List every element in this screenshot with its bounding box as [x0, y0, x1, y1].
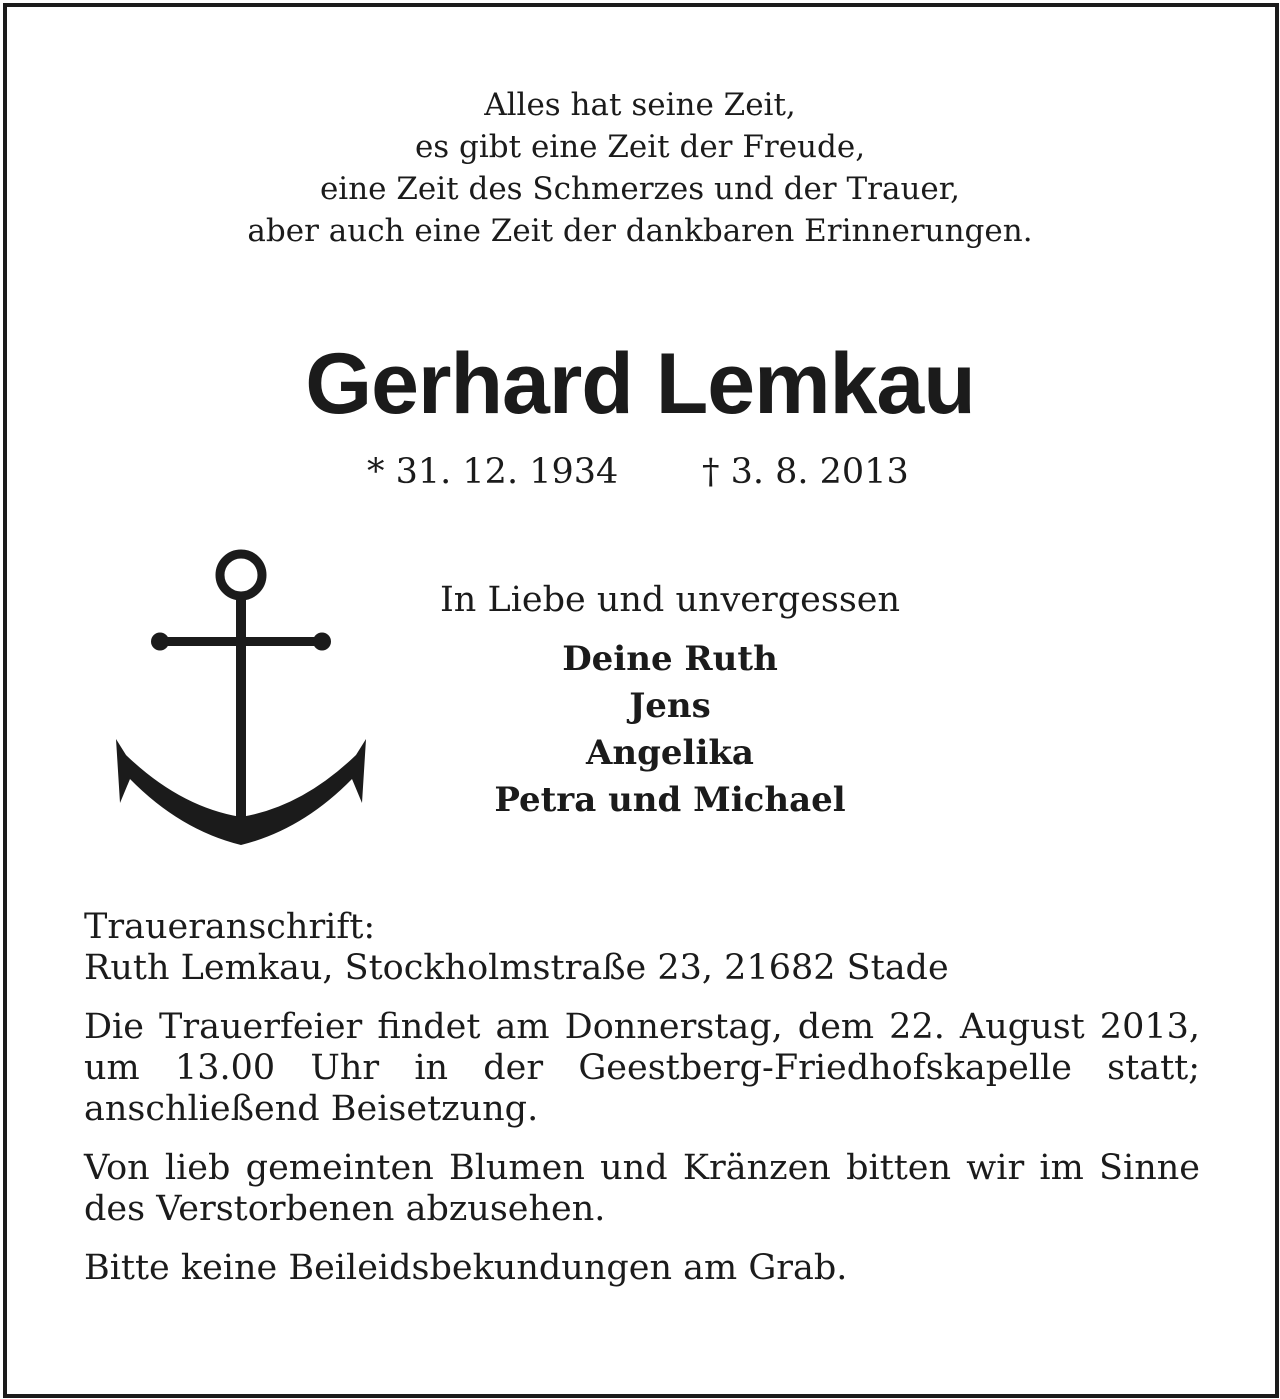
- poem-line: eine Zeit des Schmerzes und der Trauer,: [319, 171, 961, 207]
- family-member: Petra und Michael: [494, 780, 846, 820]
- poem: [0, 84, 1280, 252]
- death-date: † 3. 8. 2013: [702, 452, 909, 492]
- poem-line: es gibt eine Zeit der Freude,: [414, 129, 866, 165]
- family-section: [410, 576, 930, 824]
- notices: [84, 907, 1200, 1307]
- deceased-name: Gerhard Lemkau: [305, 336, 975, 432]
- birth-date: * 31. 12. 1934: [367, 452, 619, 492]
- poem-line: aber auch eine Zeit der dankbaren Erinnerungen.: [247, 213, 1033, 249]
- flowers-notice: Von lieb gemeinten Blumen und Kränzen bitten wir im Sinne des Verstorbenen abzusehen.: [84, 1148, 1200, 1229]
- family-member: Angelika: [586, 733, 754, 773]
- family-member: Deine Ruth: [562, 639, 778, 679]
- ceremony-notice: Die Trauerfeier findet am Donnerstag, dem 22. August 2013, um 13.00 Uhr in der Geestberg-Friedhofskapelle statt; anschließend Beisetzung.: [84, 1007, 1200, 1129]
- family-names: [410, 636, 930, 824]
- condolences-notice: Bitte keine Beileidsbekundungen am Grab.: [84, 1248, 848, 1288]
- anchor-icon: [110, 545, 372, 851]
- poem-line: Alles hat seine Zeit,: [484, 87, 796, 123]
- address-label: Traueranschrift:: [84, 907, 376, 947]
- address-block: [84, 907, 1200, 989]
- family-intro: In Liebe und unvergessen: [439, 580, 901, 620]
- family-member: Jens: [629, 686, 711, 726]
- life-dates: [0, 448, 1280, 496]
- address-text: Ruth Lemkau, Stockholmstraße 23, 21682 Stade: [84, 948, 949, 988]
